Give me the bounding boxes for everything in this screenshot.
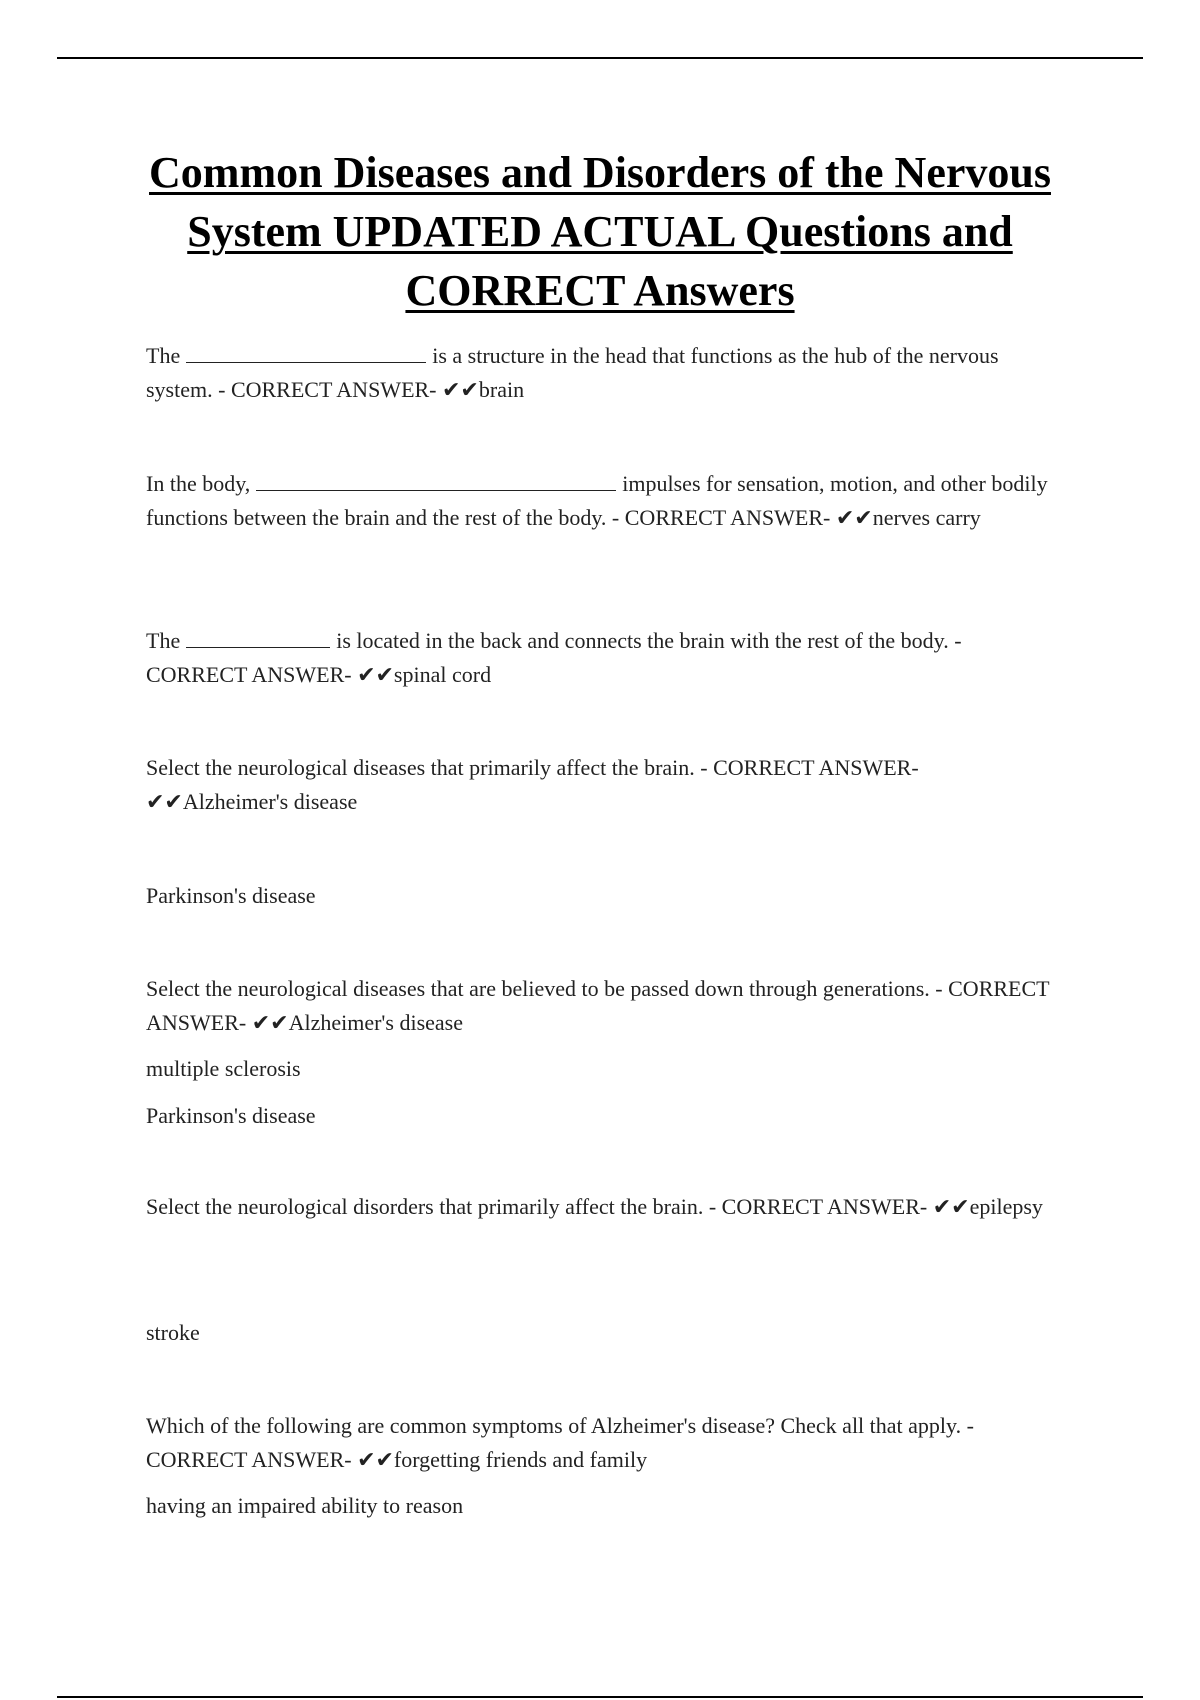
- question-1-suffix: is a structure in the head that functions as the hub of the nervous system. - CORRECT ANSWER- ✔✔brain: [146, 343, 999, 402]
- top-rule: [57, 57, 1143, 59]
- fill-in-blank: [186, 625, 330, 648]
- answer-item: Parkinson's disease: [146, 1103, 316, 1128]
- document-title: [100, 143, 1100, 320]
- question-2: [146, 467, 1066, 535]
- question-5: Select the neurological diseases that are believed to be passed down through generations. - CORRECT ANSWER- ✔✔Alzheimer's disease: [146, 976, 1050, 1035]
- fill-in-blank: [186, 340, 426, 363]
- question-2-suffix: impulses for sensation, motion, and other bodily functions between the brain and the rest of the body. - CORRECT ANSWER- ✔✔nerves carry: [146, 471, 1048, 530]
- answer-item: Parkinson's disease: [146, 883, 316, 908]
- question-3-suffix: is located in the back and connects the brain with the rest of the body. - CORRECT ANSWER- ✔✔spinal cord: [146, 628, 962, 687]
- question-7: Which of the following are common symptoms of Alzheimer's disease? Check all that apply. - CORRECT ANSWER- ✔✔forgetting friends and family: [146, 1413, 974, 1472]
- question-3-prefix: The: [146, 628, 181, 653]
- question-6: Select the neurological disorders that primarily affect the brain. - CORRECT ANSWER- ✔✔epilepsy: [146, 1194, 1043, 1219]
- question-3: [146, 624, 1066, 692]
- bottom-rule: [57, 1696, 1143, 1698]
- question-2-prefix: In the body,: [146, 471, 251, 496]
- question-1-prefix: The: [146, 343, 181, 368]
- answer-item: multiple sclerosis: [146, 1056, 301, 1081]
- question-4: Select the neurological diseases that primarily affect the brain. - CORRECT ANSWER- ✔✔Alzheimer's disease: [146, 755, 919, 814]
- question-1: [146, 339, 1066, 407]
- document-title-text: Common Diseases and Disorders of the Nervous System UPDATED ACTUAL Questions and CORRECT Answers: [149, 148, 1051, 315]
- answer-item: stroke: [146, 1320, 200, 1345]
- answer-item: having an impaired ability to reason: [146, 1493, 464, 1518]
- fill-in-blank: [256, 468, 616, 491]
